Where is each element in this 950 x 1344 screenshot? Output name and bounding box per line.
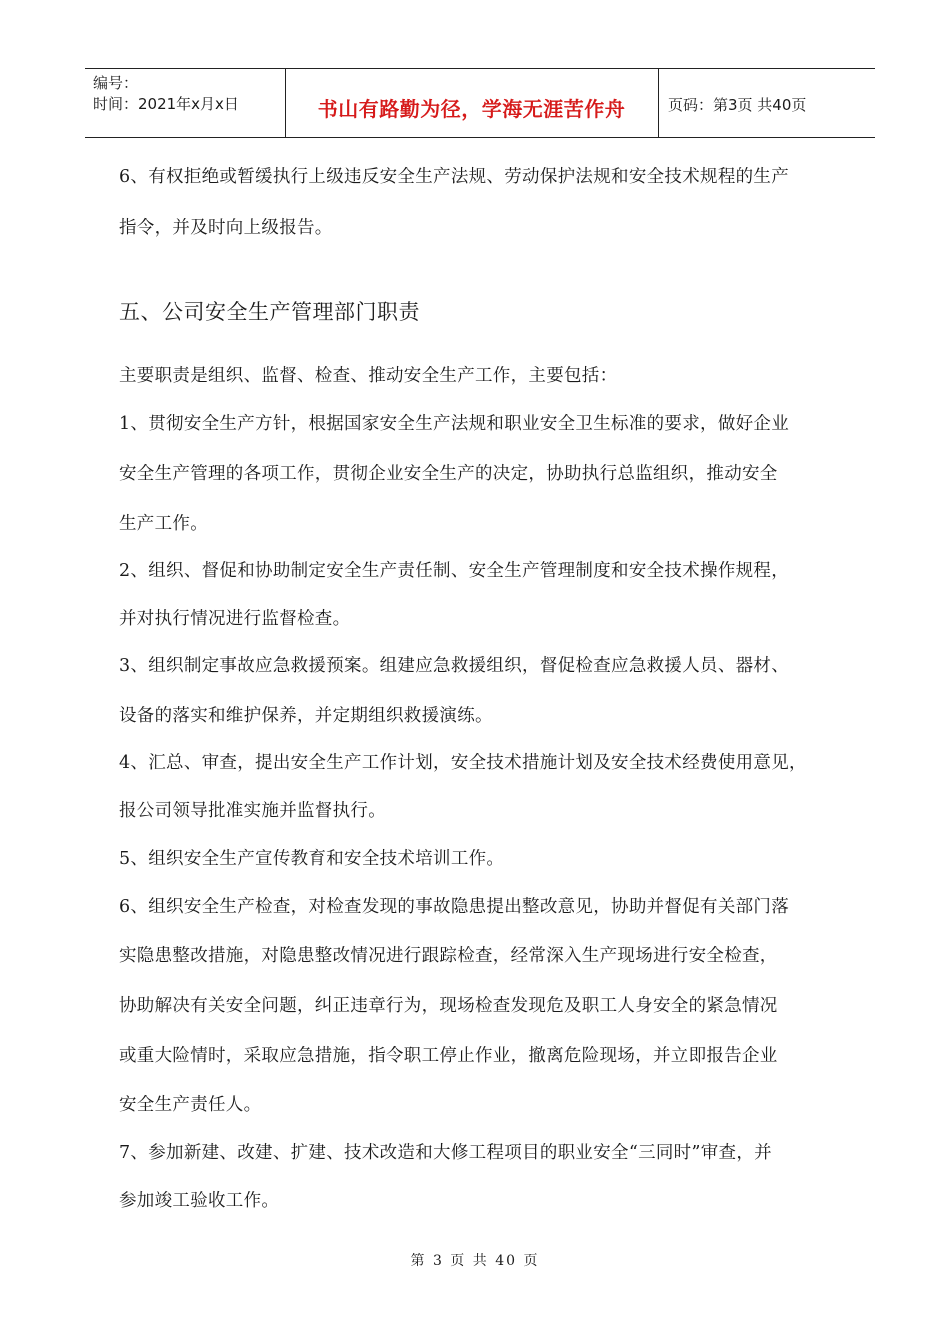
paragraph-line: 参加竣工验收工作。 [119, 1191, 280, 1211]
paragraph-line: 实隐患整改措施，对隐患整改情况进行跟踪检查，经常深入生产现场进行安全检查， [119, 946, 778, 966]
paragraph-line: 并对执行情况进行监督检查。 [119, 609, 351, 629]
paragraph-line: 设备的落实和维护保养，并定期组织救援演练。 [119, 706, 493, 726]
paragraph-line: 或重大险情时，采取应急措施，指令职工停止作业，撤离危险现场，并立即报告企业 [119, 1046, 778, 1066]
header-page-cell [658, 69, 875, 137]
paragraph-line: 2、组织、督促和协助制定安全生产责任制、安全生产管理制度和安全技术操作规程， [119, 561, 790, 581]
paragraph-line: 安全生产责任人。 [119, 1095, 262, 1115]
paragraph-line: 4、汇总、审查，提出安全生产工作计划，安全技术措施计划及安全技术经费使用意见， [119, 753, 807, 773]
section-heading: 五、公司安全生产管理部门职责 [119, 300, 420, 324]
paragraph-line: 6、组织安全生产检查，对检查发现的事故隐患提出整改意见，协助并督促有关部门落 [119, 897, 790, 917]
paragraph-line: 报公司领导批准实施并监督执行。 [119, 801, 386, 821]
page-footer: 第 3 页 共 40 页 [410, 1253, 540, 1269]
paragraph-line: 主要职责是组织、监督、检查、推动安全生产工作，主要包括： [119, 366, 618, 386]
header-motto: 书山有路勤为径，学海无涯苦作舟 [317, 97, 626, 121]
paragraph-line: 3、组织制定事故应急救援预案。组建应急救援组织，督促检查应急救援人员、器材、 [119, 656, 790, 676]
paragraph-line: 7、参加新建、改建、扩建、技术改造和大修工程项目的职业安全“三同时”审查，并 [119, 1143, 772, 1163]
paragraph-line: 生产工作。 [119, 514, 208, 534]
header-meta-cell [85, 69, 286, 137]
header-motto-cell [285, 69, 659, 137]
header-page-info: 页码：第3页 共40页 [668, 96, 807, 114]
page-header [85, 68, 875, 138]
paragraph-line: 6、有权拒绝或暂缓执行上级违反安全生产法规、劳动保护法规和安全技术规程的生产 [119, 167, 790, 187]
document-number-label: 编号： [93, 74, 139, 92]
document-date-label: 时间：2021年x月x日 [93, 95, 239, 113]
paragraph-line: 1、贯彻安全生产方针，根据国家安全生产法规和职业安全卫生标准的要求，做好企业 [119, 414, 790, 434]
paragraph-line: 指令，并及时向上级报告。 [119, 218, 333, 238]
paragraph-line: 5、组织安全生产宣传教育和安全技术培训工作。 [119, 849, 505, 869]
paragraph-line: 安全生产管理的各项工作，贯彻企业安全生产的决定，协助执行总监组织，推动安全 [119, 464, 778, 484]
paragraph-line: 协助解决有关安全问题，纠正违章行为，现场检查发现危及职工人身安全的紧急情况 [119, 996, 778, 1016]
